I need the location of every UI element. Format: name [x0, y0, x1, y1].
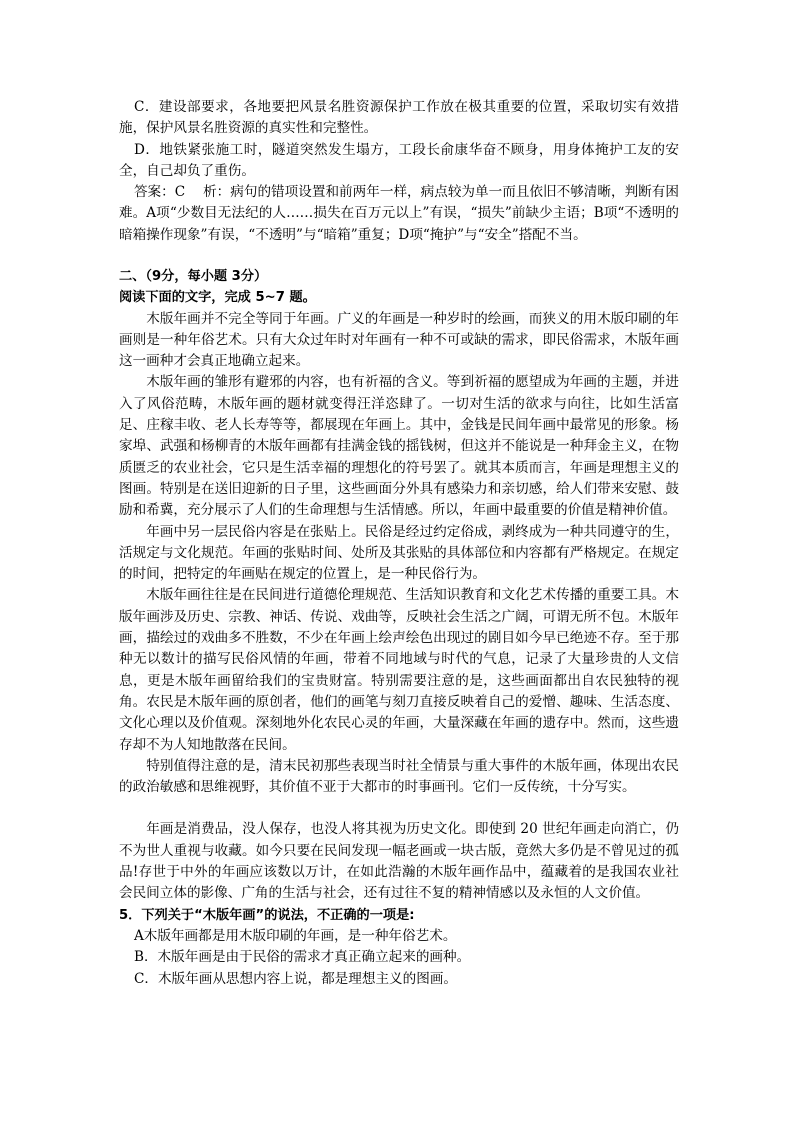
answer-analysis: 答案：C 析：病句的错项设置和前两年一样，病点较为单一而且依旧不够清晰，判断有困难。A项“少数目无法纪的人……损失在百万元以上”有误，“损失”前缺少主语；B项“不透明的暗箱操作现象”有误，“不透明”与“暗箱”重复；D项“掩护”与“安全”搭配不当。 [119, 184, 679, 243]
passage-paragraph: 特别值得注意的是，清末民初那些表现当时社全情景与重大事件的木版年画，体现出农民的政治敏感和思维视野，其价值不亚于大都市的时事画刊。它们一反传统，十分写实。 [119, 757, 679, 796]
question-5-option-b: B．木版年画是由于民俗的需求才真正确立起来的画种。 [133, 949, 471, 966]
previous-question-tail [119, 97, 679, 246]
section-2 [119, 266, 697, 990]
passage-paragraph: 年画是消费品，没人保存，也没人将其视为历史文化。即使到 20 世纪年画走向消亡，仍不为世人重视与收藏。如今只要在民间发现一幅老画或一块古版，竟然大多仍是不曾见过的孤品!存世于中外的年画应该数以万计，在如此浩瀚的木版年画作品中，蕴藏着的是我国农业社会民间立体的影像、广角的生活与社会，还有过往不复的精神情感以及永恒的人文价值。 [119, 821, 679, 902]
passage-paragraph: 年画中另一层民俗内容是在张贴上。民俗是经过约定俗成，剥终成为一种共同遵守的生，活规定与文化规范。年画的张贴时间、处所及其张贴的具体部位和内容都有严格规定。在规定的时间，把特定的年画贴在规定的位置上，是一种民俗行为。 [119, 523, 679, 583]
question-5-stem: 5．下列关于“木版年画”的说法，不正确的一项是: [119, 907, 415, 923]
option-c: C．建设部要求，各地要把风景名胜资源保护工作放在极其重要的位置，采取切实有效措施，保护风景名胜资源的真实性和完整性。 [119, 99, 679, 137]
question-5-option-a: A木版年画都是用木版印刷的年画，是一种年俗艺术。 [133, 927, 457, 944]
section-heading: 二、（9分，每小题 3分） [119, 269, 268, 284]
reading-instruction: 阅读下面的文字，完成 5~7 题。 [119, 290, 316, 306]
passage-paragraph: 木版年画并不完全等同于年画。广义的年画是一种岁时的绘画，而狭义的用木版印刷的年画则是一种年俗艺术。只有大众过年时对年画有一种不可或缺的需求，即民俗需求，木版年画这一画种才会真正地确立起来。 [119, 310, 679, 370]
passage-paragraph: 木版年画往往是在民间进行道德伦理规范、生活知识教育和文化艺术传播的重要工具。木版年画涉及历史、宗教、神话、传说、戏曲等，反映社会生活之广阔，可谓无所不包。木版年画，描绘过的戏曲多不胜数，不少在年画上绘声绘色出现过的剧目如今早已绝迹不存。至于那种无以数计的描写民俗风情的年画，带着不同地域与时代的气息，记录了大量珍贵的人文信息，更是木版年画留给我们的宝贵财富。特别需要注意的是，这些画面都出自农民独特的视角。农民是木版年画的原创者，他们的画笔与刻刀直接反映着自己的爱憎、趣味、生活态度、文化心理以及价值观。深刻地外化农民心灵的年画，大量深藏在年画的遗存中。然而，这些遗存却不为人知地散落在民间。 [119, 587, 679, 753]
passage-paragraph: 木版年画的雏形有避邪的内容，也有祈福的含义。等到祈福的愿望成为年画的主题，并进 入了风俗范畴，木版年画的题材就变得汪洋恣肆了。一切对生活的欲求与向往，比如生活富足、庄稼丰收、老人长寿等等，都展现在年画上。其中，金钱是民间年画中最常见的形象。杨家埠、武强和杨柳青的木版年画都有挂满金钱的摇钱树，但这并不能说是一种拜金主义，在物质匮乏的农业社会，它只是生活幸福的理想化的符号罢了。就其本质而言，年画是理想主义的图画。特别是在送旧迎新的日子里，这些画面分外具有感染力和亲切感，给人们带来安慰、鼓励和希冀，充分展示了人们的生命理想与生活情感。所以，年画中最重要的价值是精神价值。 [119, 374, 697, 519]
question-5-option-c: C．木版年画从思想内容上说，都是理想主义的图画。 [133, 970, 458, 987]
option-d: D．地铁紧张施工时，隧道突然发生塌方，工段长俞康华奋不顾身，用身体掩护工友的安全，自己却负了重伤。 [119, 141, 679, 179]
